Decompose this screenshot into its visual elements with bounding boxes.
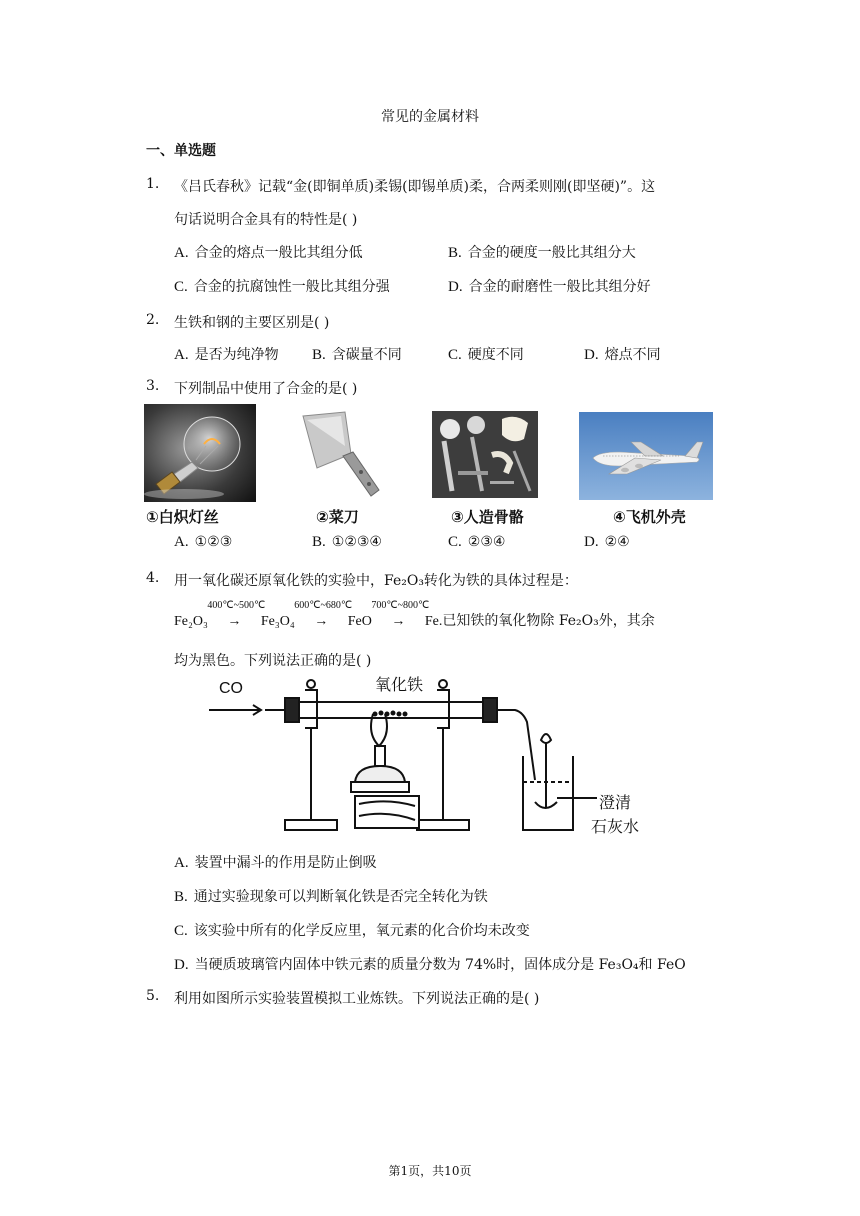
- option-text: 该实验中所有的化学反应里，氧元素的化合价均未改变: [193, 923, 530, 939]
- question-4-text-line2: 已知铁的氧化物除 Fe₂O₃外，其余: [442, 613, 655, 629]
- option-text: 装置中漏斗的作用是防止倒吸: [194, 855, 377, 871]
- option-letter: C.: [448, 347, 462, 363]
- label-limewater-line2: 石灰水: [591, 817, 640, 836]
- option-text: 合金的抗腐蚀性一般比其组分强: [193, 279, 390, 295]
- caption-airplane-shell: ④飞机外壳: [613, 508, 686, 526]
- arrow-condition: 700℃~800℃: [371, 600, 430, 611]
- option-text: ①②③④: [331, 534, 382, 550]
- reaction-species: Fe₃O₄: [260, 614, 295, 629]
- option-text: 合金的耐磨性一般比其组分好: [468, 279, 651, 295]
- q1-option-a[interactable]: [174, 242, 363, 262]
- caption-light-bulb: ①白炽灯丝: [146, 508, 219, 526]
- option-letter: D.: [174, 957, 189, 973]
- reaction-species: FeO: [347, 614, 372, 629]
- option-letter: C.: [174, 923, 188, 939]
- q1-option-c[interactable]: [174, 276, 390, 296]
- question-1-number: 1.: [146, 176, 160, 192]
- option-text: 熔点不同: [604, 347, 661, 363]
- option-letter: D.: [584, 347, 599, 363]
- option-text: 通过实验现象可以判断氧化铁是否完全转化为铁: [193, 889, 488, 905]
- q4-option-d[interactable]: [174, 954, 686, 974]
- option-letter: A.: [174, 534, 189, 550]
- option-text: 含碳量不同: [331, 347, 402, 363]
- q4-option-a[interactable]: [174, 852, 377, 872]
- reaction-arrow: 600℃~680℃ →: [294, 600, 353, 629]
- option-text: ②④: [604, 534, 630, 550]
- q3-option-c[interactable]: [448, 534, 505, 551]
- label-iron-oxide: 氧化铁: [375, 675, 424, 694]
- question-4-text-line1: 用一氧化碳还原氧化铁的实验中，Fe₂O₃转化为铁的具体过程是：: [174, 573, 578, 589]
- option-letter: D.: [448, 279, 463, 295]
- question-1-text-line2: 句话说明合金具有的特性是( ): [174, 212, 358, 228]
- question-2-number: 2.: [146, 312, 160, 328]
- question-2-text: 生铁和钢的主要区别是( ): [174, 315, 330, 331]
- option-text: ①②③: [194, 534, 233, 550]
- label-co: CO: [219, 680, 243, 697]
- option-text: 当硬质玻璃管内固体中铁元素的质量分数为 74%时，固体成分是 Fe₃O₄和 FeO: [194, 957, 686, 973]
- q1-option-b[interactable]: [448, 242, 636, 262]
- q4-option-c[interactable]: [174, 920, 530, 940]
- question-5-number: 5.: [146, 988, 160, 1004]
- caption-cleaver: ②菜刀: [316, 508, 359, 526]
- option-letter: C.: [448, 534, 462, 550]
- reaction-chain: [174, 600, 655, 630]
- option-letter: B.: [448, 245, 462, 261]
- question-4-number: 4.: [146, 570, 160, 586]
- option-text: 硬度不同: [467, 347, 524, 363]
- q2-option-a[interactable]: [174, 344, 279, 364]
- question-4-text-line3: 均为黑色。下列说法正确的是( ): [174, 653, 372, 669]
- label-limewater-line1: 澄清: [599, 793, 632, 812]
- reaction-arrow: 700℃~800℃ →: [371, 600, 430, 629]
- arrow-condition: 400℃~500℃: [207, 600, 266, 611]
- option-text: ②③④: [467, 534, 506, 550]
- arrow-condition: 600℃~680℃: [294, 600, 353, 611]
- co-reduction-apparatus-diagram: [205, 670, 685, 842]
- question-5-text: 利用如图所示实验装置模拟工业炼铁。下列说法正确的是( ): [174, 991, 540, 1007]
- question-3-number: 3.: [146, 378, 160, 394]
- reaction-species: Fe.: [424, 614, 443, 629]
- page-title: 常见的金属材料: [381, 109, 479, 125]
- option-letter: B.: [174, 889, 188, 905]
- option-letter: D.: [584, 534, 599, 550]
- q3-option-d[interactable]: [584, 534, 630, 551]
- q2-option-d[interactable]: [584, 344, 661, 364]
- airplane-image: [579, 412, 713, 500]
- option-text: 合金的硬度一般比其组分大: [467, 245, 636, 261]
- option-letter: A.: [174, 245, 189, 261]
- reaction-arrow: 400℃~500℃ →: [207, 600, 266, 629]
- option-letter: A.: [174, 347, 189, 363]
- q4-option-b[interactable]: [174, 886, 488, 906]
- q2-option-b[interactable]: [312, 344, 402, 364]
- q2-option-c[interactable]: [448, 344, 524, 364]
- artificial-bone-image: [432, 411, 538, 498]
- option-letter: B.: [312, 347, 326, 363]
- option-letter: A.: [174, 855, 189, 871]
- option-letter: C.: [174, 279, 188, 295]
- cleaver-image: [295, 410, 387, 498]
- option-text: 是否为纯净物: [194, 347, 279, 363]
- option-letter: B.: [312, 534, 326, 550]
- q3-option-b[interactable]: [312, 534, 382, 551]
- light-bulb-image: [144, 404, 256, 502]
- q3-option-a[interactable]: [174, 534, 232, 551]
- question-3-text: 下列制品中使用了合金的是( ): [174, 381, 358, 397]
- option-text: 合金的熔点一般比其组分低: [194, 245, 363, 261]
- section-heading: 一、单选题: [146, 143, 216, 159]
- caption-artificial-bone: ③人造骨骼: [451, 508, 524, 526]
- page-footer: 第1页，共10页: [388, 1164, 472, 1178]
- reaction-species: Fe₂O₃: [174, 614, 208, 629]
- question-1-text-line1: 《吕氏春秋》记载“金(即铜单质)柔锡(即锡单质)柔，合两柔则刚(即坚硬)”。这: [174, 179, 656, 195]
- q1-option-d[interactable]: [448, 276, 651, 296]
